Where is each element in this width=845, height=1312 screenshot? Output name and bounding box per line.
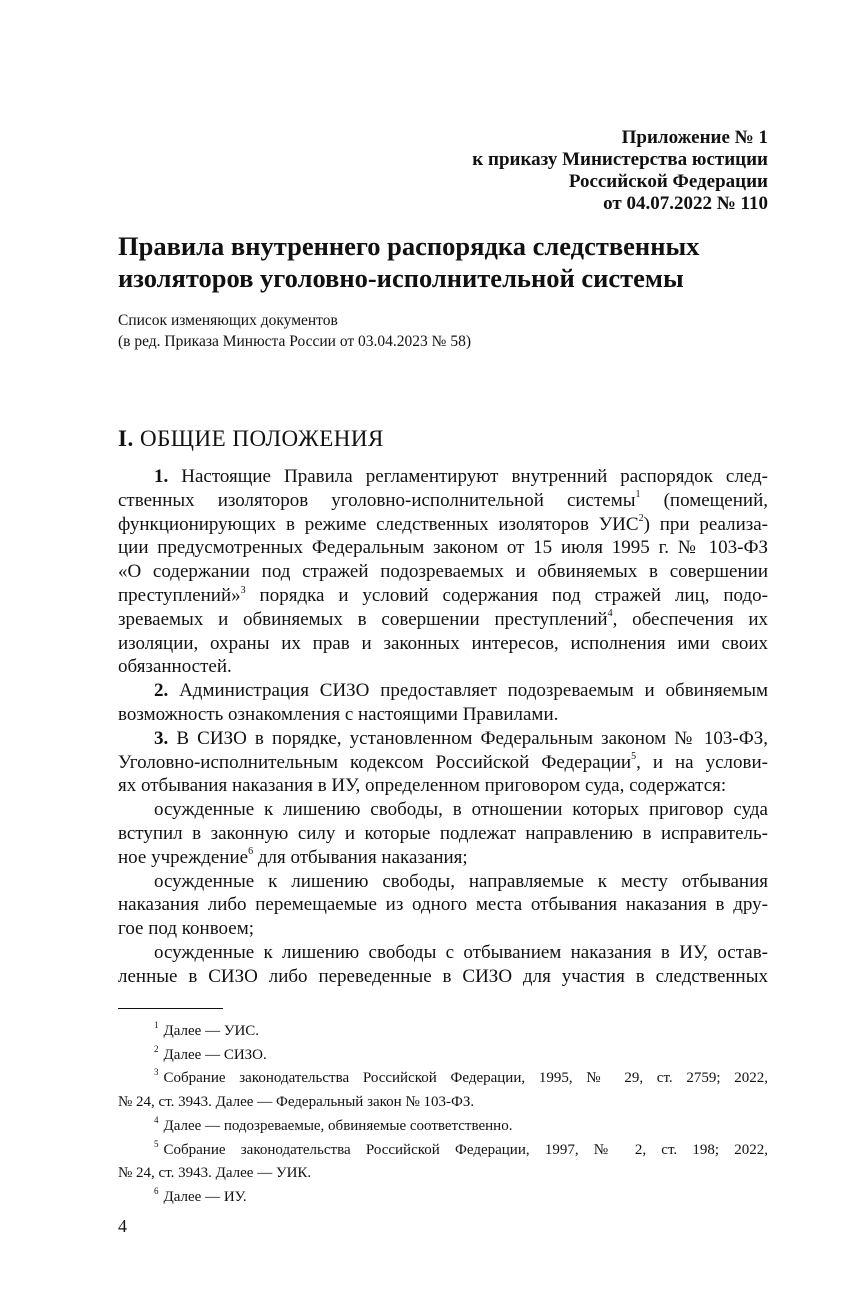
text-run: ции предусмотренных Федеральным законом от 15 июля 1995 г. № 103-ФЗ xyxy=(118,537,768,559)
text-run: , и на услови- xyxy=(636,751,769,773)
text-run: (помещений, xyxy=(640,489,768,511)
text-line xyxy=(118,774,768,798)
text-run: ное учреждение xyxy=(118,846,249,868)
footnote-ref: 2 xyxy=(638,513,644,525)
text-run: Администрация СИЗО предоставляет подозреваемым и обвиняемым xyxy=(168,680,768,702)
appendix-line: Приложение № 1 xyxy=(621,127,768,148)
footnote-text: № 24, ст. 3943. Далее — Федеральный закон № 103-ФЗ. xyxy=(118,1094,475,1111)
text-line xyxy=(118,679,768,703)
text-line xyxy=(118,489,768,513)
footnote-number: 6 xyxy=(154,1185,159,1196)
footnote-line xyxy=(118,1067,768,1091)
text-run: Уголовно-исполнительным кодексом Российской Федерации xyxy=(118,751,632,773)
text-line xyxy=(118,727,768,751)
text-run: обязанностей. xyxy=(118,656,232,678)
text-run: зреваемых и обвиняемых в совершении преступлений xyxy=(118,608,608,630)
title-line: Правила внутреннего распорядка следственных xyxy=(118,231,700,261)
text-run: ственных изоляторов уголовно-исполнительной системы xyxy=(118,489,636,511)
text-run: возможность ознакомления с настоящими Правилами. xyxy=(118,703,559,725)
footnote-line xyxy=(118,1020,768,1044)
footnote-text: Далее — подозреваемые, обвиняемые соответственно. xyxy=(163,1117,513,1134)
footnote-line xyxy=(118,1091,768,1115)
footnote-line xyxy=(118,1186,768,1210)
changes-line: Список изменяющих документов xyxy=(118,312,338,329)
text-line xyxy=(118,893,768,917)
text-line xyxy=(118,536,768,560)
appendix-line: к приказу Министерства юстиции xyxy=(472,149,768,170)
text-line xyxy=(118,965,768,989)
footnote-ref: 1 xyxy=(635,489,641,501)
footnote-number: 2 xyxy=(154,1043,159,1054)
text-run: Настоящие Правила регламентируют внутренний распорядок след- xyxy=(168,466,768,487)
appendix-header xyxy=(248,127,768,215)
footnote-ref: 4 xyxy=(607,608,613,620)
item-number: 1. xyxy=(154,466,169,487)
text-run: порядка и условий содержания под стражей лиц, подо- xyxy=(245,584,768,606)
section-title: ОБЩИЕ ПОЛОЖЕНИЯ xyxy=(139,426,384,451)
section-numeral: I. xyxy=(118,426,134,451)
text-line xyxy=(118,655,768,679)
footnote-line xyxy=(118,1115,768,1139)
footnote-divider xyxy=(118,1008,223,1009)
text-line xyxy=(118,560,768,584)
footnote-text: № 24, ст. 3943. Далее — УИК. xyxy=(118,1165,312,1182)
text-run: изоляции, охраны их прав и законных интересов, исполнения ими своих xyxy=(118,632,768,654)
text-run: «О содержании под стражей подозреваемых и обвиняемых в совершении xyxy=(118,561,768,583)
text-run: В СИЗО в порядке, установленном Федеральным законом № 103-ФЗ, xyxy=(168,727,768,749)
text-run: , обеспечения их xyxy=(612,608,768,630)
footnote-ref: 6 xyxy=(248,846,254,858)
text-run: осужденные к лишению свободы, направляемые к месту отбывания xyxy=(154,870,768,892)
appendix-line: Российской Федерации xyxy=(568,171,768,192)
text-run: ленные в СИЗО либо переведенные в СИЗО для участия в следственных xyxy=(118,965,768,987)
appendix-line: от 04.07.2022 № 110 xyxy=(603,193,768,214)
footnote-ref: 3 xyxy=(240,584,246,596)
text-line xyxy=(118,822,768,846)
item-number: 2. xyxy=(154,680,169,702)
text-run: для отбывания наказания; xyxy=(253,846,468,868)
text-line xyxy=(118,584,768,608)
footnote-number: 1 xyxy=(154,1020,159,1030)
footnote-number: 3 xyxy=(154,1067,159,1078)
text-run: осужденные к лишению свободы, в отношении которых приговор суда xyxy=(154,799,768,821)
text-line xyxy=(118,798,768,822)
footnote-text: Далее — ИУ. xyxy=(163,1188,247,1205)
text-line xyxy=(118,870,768,894)
footnote-number: 5 xyxy=(154,1138,159,1149)
footnote-line xyxy=(118,1139,768,1163)
text-line xyxy=(118,941,768,965)
text-run: вступил в законную силу и которые подлежат направлению в исправитель- xyxy=(118,822,768,844)
text-line xyxy=(118,917,768,941)
text-line xyxy=(118,608,768,632)
changes-line: (в ред. Приказа Минюста России от 03.04.2023 № 58) xyxy=(118,333,471,350)
text-run: функционирующих в режиме следственных изоляторов УИС xyxy=(118,513,639,535)
text-line xyxy=(118,513,768,537)
footnote-text: Далее — СИЗО. xyxy=(163,1046,267,1063)
item-number: 3. xyxy=(154,727,169,749)
footnote-line xyxy=(118,1162,768,1186)
text-run: гое под конвоем; xyxy=(118,918,255,940)
text-run: ) при реализа- xyxy=(643,513,769,535)
changes-list xyxy=(118,310,768,352)
text-run: осужденные к лишению свободы с отбыванием наказания в ИУ, остав- xyxy=(154,941,768,963)
document-title xyxy=(118,230,768,294)
footnote-text: Далее — УИС. xyxy=(163,1023,260,1039)
footnote-line xyxy=(118,1044,768,1068)
text-line xyxy=(118,465,768,489)
footnote-text: Собрание законодательства Российской Федерации, 1995, № 29, ст. 2759; 2022, xyxy=(163,1070,768,1087)
footnote-number: 4 xyxy=(154,1114,159,1125)
footnotes xyxy=(118,1020,768,1210)
text-run: наказания либо перемещаемые из одного места отбывания наказания в дру- xyxy=(118,894,768,916)
footnote-ref: 5 xyxy=(631,751,637,763)
text-line xyxy=(118,751,768,775)
text-line xyxy=(118,846,768,870)
body-text xyxy=(118,465,768,989)
text-run: преступлений» xyxy=(118,584,241,606)
section-heading xyxy=(118,424,768,454)
footnote-text: Собрание законодательства Российской Федерации, 1997, № 2, ст. 198; 2022, xyxy=(163,1141,768,1158)
text-line xyxy=(118,632,768,656)
text-run: ях отбывания наказания в ИУ, определенном приговором суда, содержатся: xyxy=(118,775,727,797)
text-line xyxy=(118,703,768,727)
page-number: 4 xyxy=(118,1216,127,1236)
title-line: изоляторов уголовно-исполнительной системы xyxy=(118,263,684,293)
